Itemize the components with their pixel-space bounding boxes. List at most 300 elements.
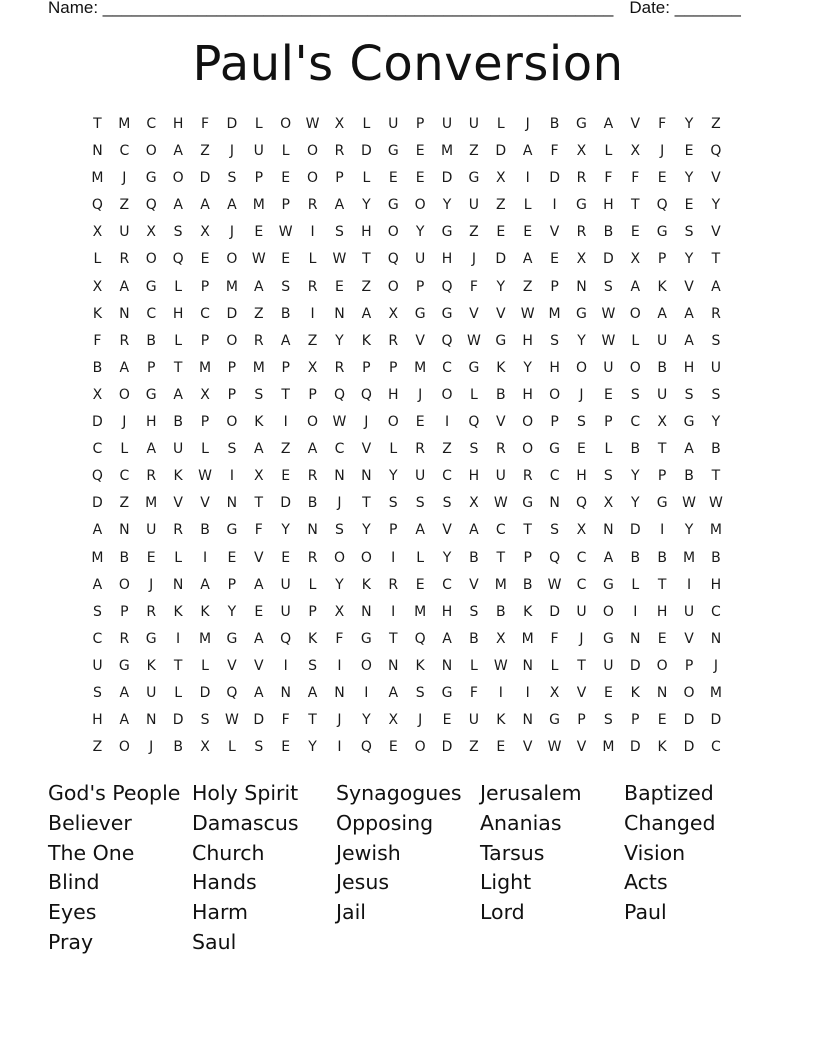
grid-letter: U	[441, 116, 453, 132]
grid-letter: N	[119, 522, 130, 539]
grid-letter: F	[658, 116, 667, 132]
grid-letter: U	[415, 251, 426, 268]
grid-letter: Q	[387, 251, 399, 268]
grid-letter: B	[711, 441, 721, 458]
grid-letter: E	[415, 143, 425, 160]
grid-letter: P	[281, 197, 290, 214]
grid-letter: W	[520, 305, 535, 322]
grid-letter: N	[307, 522, 318, 539]
grid-letter: A	[200, 576, 210, 593]
word-list-item: Acts	[624, 870, 668, 895]
grid-letter: K	[496, 712, 506, 729]
word-list	[48, 779, 768, 958]
grid-letter: K	[173, 468, 183, 485]
grid-letter: X	[334, 603, 345, 620]
grid-letter: K	[361, 332, 371, 349]
grid-letter: D	[92, 414, 103, 431]
grid-letter: J	[713, 657, 718, 674]
grid-letter: L	[201, 657, 209, 674]
grid-letter: O	[172, 170, 184, 187]
grid-letter: H	[92, 712, 103, 729]
grid-letter: L	[470, 657, 478, 674]
grid-letter: S	[93, 684, 102, 701]
grid-letter: I	[229, 468, 234, 485]
grid-letter: E	[281, 549, 291, 566]
grid-letter: R	[146, 468, 157, 485]
grid-letter: S	[711, 386, 721, 403]
word-list-item: Paul	[624, 900, 667, 925]
grid-letter: G	[656, 224, 668, 241]
grid-letter: B	[307, 495, 318, 512]
grid-letter: V	[522, 739, 533, 756]
grid-letter: A	[254, 630, 264, 647]
grid-letter: J	[337, 712, 342, 729]
grid-letter: D	[629, 657, 641, 674]
grid-letter: S	[335, 224, 344, 241]
grid-letter: S	[630, 386, 640, 403]
grid-letter: M	[494, 576, 507, 593]
grid-letter: C	[92, 441, 103, 458]
grid-letter: B	[469, 630, 479, 647]
grid-letter: H	[172, 116, 184, 132]
grid-letter: T	[254, 495, 264, 512]
grid-letter: E	[200, 251, 210, 268]
grid-letter: J	[525, 116, 530, 132]
grid-letter: I	[337, 739, 342, 756]
grid-letter: R	[253, 332, 264, 349]
grid-letter: V	[711, 170, 721, 187]
grid-letter: W	[493, 495, 508, 512]
grid-letter: H	[683, 359, 695, 376]
grid-letter: Q	[360, 739, 372, 756]
grid-letter: S	[603, 278, 613, 295]
grid-letter: E	[657, 712, 667, 729]
grid-letter: A	[254, 684, 264, 701]
grid-letter: L	[362, 170, 371, 187]
word-list-item: Baptized	[624, 781, 714, 805]
grid-letter: C	[576, 576, 587, 593]
grid-letter: I	[176, 630, 181, 647]
grid-letter: S	[684, 386, 694, 403]
grid-letter: G	[576, 116, 587, 132]
grid-letter: L	[174, 278, 183, 295]
name-field-label: Name: ______________________________________________________	[48, 0, 614, 17]
grid-letter: D	[92, 495, 103, 512]
grid-letter: Q	[172, 251, 184, 268]
grid-letter: C	[146, 116, 157, 132]
grid-letter: O	[307, 143, 319, 160]
grid-letter: M	[521, 630, 534, 647]
grid-letter: W	[547, 576, 562, 593]
grid-letter: T	[523, 522, 532, 539]
grid-letter: O	[602, 603, 614, 620]
grid-letter: J	[229, 143, 234, 160]
grid-letter: U	[576, 603, 587, 620]
grid-letter: V	[576, 684, 587, 701]
grid-letter: N	[656, 684, 668, 701]
grid-letter: C	[119, 143, 130, 160]
grid-letter: P	[550, 278, 559, 295]
grid-letter: V	[415, 332, 425, 349]
grid-letter: P	[200, 278, 210, 295]
grid-letter: U	[495, 468, 506, 485]
grid-letter: O	[280, 116, 292, 132]
grid-letter: T	[388, 630, 398, 647]
grid-letter: B	[280, 305, 291, 322]
grid-letter: L	[604, 143, 613, 160]
grid-letter: N	[334, 468, 345, 485]
word-list-item: Synagogues	[336, 781, 462, 805]
grid-letter: R	[388, 332, 399, 349]
grid-letter: O	[387, 278, 399, 295]
grid-letter: D	[226, 305, 238, 322]
word-list-item: Eyes	[48, 900, 97, 925]
grid-letter: D	[495, 143, 507, 160]
grid-letter: X	[657, 414, 667, 431]
grid-letter: R	[522, 468, 533, 485]
grid-letter: N	[92, 143, 103, 160]
grid-letter: U	[146, 522, 157, 539]
word-list-item: Jesus	[336, 870, 390, 895]
grid-letter: G	[549, 712, 561, 729]
grid-letter: H	[361, 224, 372, 241]
grid-letter: G	[118, 657, 130, 674]
grid-letter: P	[415, 278, 425, 295]
grid-letter: Z	[711, 116, 721, 132]
grid-letter: L	[604, 441, 613, 458]
grid-letter: K	[307, 630, 318, 647]
grid-letter: S	[415, 684, 425, 701]
grid-letter: I	[391, 549, 396, 566]
grid-letter: L	[201, 441, 209, 458]
grid-letter: O	[549, 386, 561, 403]
grid-letter: A	[361, 305, 372, 322]
grid-letter: G	[576, 197, 587, 214]
grid-letter: M	[118, 116, 131, 132]
grid-letter: S	[308, 657, 318, 674]
word-list-item: Jewish	[336, 840, 401, 865]
grid-letter: Q	[441, 332, 453, 349]
grid-letter: I	[525, 684, 530, 701]
grid-letter: J	[579, 630, 584, 647]
grid-letter: W	[278, 224, 293, 241]
grid-letter: I	[364, 684, 369, 701]
grid-letter: P	[389, 359, 398, 376]
grid-letter: I	[283, 657, 288, 674]
grid-letter: X	[92, 386, 103, 403]
grid-letter: X	[549, 684, 560, 701]
grid-letter: V	[496, 305, 506, 322]
word-list-item: Pray	[48, 929, 94, 954]
grid-letter: T	[362, 495, 371, 512]
grid-letter: V	[442, 522, 452, 539]
grid-letter: I	[202, 549, 208, 566]
grid-letter: Y	[577, 332, 586, 349]
grid-letter: R	[307, 468, 318, 485]
grid-letter: K	[657, 739, 667, 756]
grid-letter: C	[146, 305, 157, 322]
grid-letter: F	[469, 684, 478, 701]
grid-letter: O	[307, 414, 319, 431]
grid-letter: P	[227, 576, 237, 593]
grid-letter: C	[711, 739, 721, 756]
grid-letter: E	[227, 549, 237, 566]
grid-letter: G	[602, 630, 614, 647]
grid-letter: H	[710, 576, 722, 593]
grid-letter: J	[579, 386, 584, 403]
grid-letter: D	[549, 603, 560, 620]
grid-letter: A	[254, 278, 264, 295]
grid-letter: X	[334, 116, 345, 132]
grid-letter: Q	[656, 197, 668, 214]
grid-letter: D	[226, 116, 238, 132]
grid-letter: Z	[469, 143, 479, 160]
grid-letter: L	[470, 386, 478, 403]
grid-letter: X	[388, 712, 399, 729]
date-field-label: Date: _______	[629, 0, 741, 17]
grid-letter: Y	[281, 522, 290, 539]
grid-letter: K	[657, 278, 667, 295]
grid-letter: A	[307, 684, 318, 701]
grid-letter: N	[388, 657, 399, 674]
grid-letter: Y	[684, 116, 694, 132]
grid-letter: P	[631, 712, 640, 729]
grid-letter: S	[93, 603, 102, 620]
grid-letter: L	[631, 576, 640, 593]
grid-letter: K	[523, 603, 533, 620]
grid-letter: L	[496, 116, 505, 132]
grid-letter: X	[576, 522, 587, 539]
grid-letter: U	[603, 359, 614, 376]
grid-letter: E	[577, 441, 586, 458]
grid-letter: E	[254, 224, 264, 241]
word-list-item: Jail	[336, 900, 366, 925]
grid-letter: E	[415, 170, 425, 187]
grid-letter: G	[495, 332, 507, 349]
grid-letter: J	[418, 386, 423, 403]
grid-letter: N	[603, 522, 614, 539]
grid-letter: W	[332, 414, 347, 431]
grid-letter: Q	[414, 630, 426, 647]
grid-letter: U	[468, 116, 480, 132]
grid-letter: H	[172, 305, 184, 322]
letter-grid	[84, 111, 729, 761]
grid-letter: F	[200, 116, 210, 132]
grid-letter: A	[254, 441, 264, 458]
grid-letter: B	[711, 549, 721, 566]
grid-letter: M	[440, 143, 454, 160]
grid-letter: U	[92, 657, 103, 674]
grid-letter: F	[93, 332, 102, 349]
grid-letter: U	[415, 468, 426, 485]
grid-letter: U	[146, 684, 157, 701]
grid-letter: S	[227, 441, 237, 458]
grid-letter: Z	[119, 495, 130, 512]
grid-letter: O	[522, 441, 534, 458]
grid-letter: M	[414, 359, 427, 376]
grid-letter: B	[146, 332, 157, 349]
grid-letter: M	[682, 549, 696, 566]
grid-letter: L	[93, 251, 102, 268]
grid-letter: Y	[388, 468, 398, 485]
grid-letter: C	[334, 441, 345, 458]
grid-letter: E	[388, 739, 398, 756]
grid-letter: V	[711, 224, 721, 241]
grid-letter: X	[496, 170, 506, 187]
grid-letter: G	[576, 305, 587, 322]
grid-letter: H	[468, 468, 480, 485]
grid-letter: L	[254, 116, 263, 132]
grid-letter: D	[253, 712, 265, 729]
grid-letter: G	[468, 359, 480, 376]
grid-letter: V	[549, 224, 560, 241]
grid-letter: S	[550, 332, 560, 349]
grid-letter: E	[254, 603, 264, 620]
grid-letter: M	[91, 170, 104, 187]
grid-letter: G	[145, 278, 157, 295]
grid-letter: L	[227, 739, 236, 756]
grid-letter: K	[146, 657, 156, 674]
word-list-item: Church	[192, 840, 265, 865]
grid-letter: L	[281, 143, 290, 160]
grid-letter: Y	[684, 522, 694, 539]
grid-letter: B	[603, 224, 614, 241]
grid-letter: A	[684, 332, 694, 349]
grid-letter: I	[498, 684, 503, 701]
grid-letter: V	[469, 305, 479, 322]
grid-letter: V	[254, 549, 264, 566]
grid-letter: Y	[523, 359, 532, 376]
grid-letter: R	[334, 359, 345, 376]
grid-letter: L	[550, 657, 559, 674]
grid-letter: U	[657, 386, 668, 403]
grid-letter: U	[468, 197, 480, 214]
word-list-item: Damascus	[192, 810, 299, 835]
grid-letter: X	[630, 143, 641, 160]
grid-letter: T	[496, 549, 506, 566]
grid-letter: L	[174, 549, 183, 566]
grid-letter: D	[629, 522, 641, 539]
grid-letter: O	[226, 414, 238, 431]
grid-letter: E	[281, 170, 291, 187]
grid-letter: W	[251, 251, 266, 268]
grid-letter: Y	[308, 739, 317, 756]
grid-letter: C	[119, 468, 130, 485]
grid-letter: B	[496, 386, 506, 403]
grid-letter: T	[362, 251, 371, 268]
grid-letter: T	[93, 116, 102, 132]
grid-letter: N	[119, 305, 130, 322]
grid-letter: S	[388, 495, 398, 512]
grid-letter: S	[200, 712, 210, 729]
grid-letter: B	[200, 522, 210, 539]
grid-letter: S	[335, 522, 344, 539]
grid-letter: J	[660, 143, 665, 160]
grid-letter: W	[305, 116, 320, 132]
grid-letter: N	[361, 468, 372, 485]
grid-letter: O	[414, 739, 426, 756]
grid-letter: U	[603, 657, 614, 674]
grid-letter: H	[387, 386, 399, 403]
grid-letter: N	[361, 603, 372, 620]
grid-letter: B	[684, 468, 694, 485]
grid-letter: G	[441, 684, 453, 701]
grid-letter: O	[387, 224, 399, 241]
grid-letter: V	[227, 657, 237, 674]
grid-letter: Q	[360, 386, 372, 403]
grid-letter: A	[684, 305, 694, 322]
word-list-item: Saul	[192, 929, 237, 954]
grid-letter: K	[496, 359, 506, 376]
grid-letter: E	[523, 224, 533, 241]
grid-letter: O	[629, 305, 641, 322]
grid-letter: Y	[362, 712, 371, 729]
grid-letter: T	[173, 657, 183, 674]
grid-letter: V	[254, 657, 264, 674]
grid-letter: N	[522, 712, 533, 729]
grid-letter: T	[173, 359, 183, 376]
grid-letter: G	[549, 441, 561, 458]
grid-letter: X	[307, 359, 318, 376]
grid-letter: D	[199, 684, 211, 701]
grid-letter: O	[575, 359, 587, 376]
word-list-item: Tarsus	[480, 840, 545, 865]
grid-letter: E	[550, 251, 560, 268]
grid-letter: R	[146, 603, 157, 620]
grid-letter: Q	[145, 197, 157, 214]
grid-letter: S	[577, 414, 586, 431]
grid-letter: H	[441, 603, 453, 620]
grid-letter: F	[631, 170, 640, 187]
grid-letter: I	[525, 170, 530, 187]
grid-letter: D	[441, 739, 453, 756]
grid-letter: G	[387, 143, 399, 160]
grid-letter: S	[442, 495, 452, 512]
grid-letter: L	[416, 549, 425, 566]
grid-letter: U	[683, 603, 695, 620]
grid-letter: Y	[630, 495, 640, 512]
grid-letter: V	[496, 414, 506, 431]
grid-letter: A	[334, 197, 345, 214]
grid-letter: P	[415, 116, 425, 132]
grid-letter: A	[415, 522, 425, 539]
grid-letter: E	[415, 414, 425, 431]
grid-letter: Y	[711, 414, 721, 431]
word-list-item: Opposing	[336, 810, 434, 835]
word-list-item: Light	[480, 870, 532, 895]
grid-letter: X	[200, 224, 210, 241]
grid-letter: M	[198, 630, 212, 647]
grid-letter: O	[387, 414, 399, 431]
grid-letter: N	[334, 684, 345, 701]
grid-letter: R	[415, 441, 425, 458]
grid-letter: Y	[442, 197, 452, 214]
grid-letter: X	[146, 224, 157, 241]
grid-letter: Z	[253, 305, 264, 322]
grid-letter: X	[576, 251, 587, 268]
grid-letter: G	[683, 414, 695, 431]
grid-letter: H	[549, 359, 560, 376]
grid-letter: G	[522, 495, 534, 512]
grid-letter: O	[441, 386, 453, 403]
grid-letter: M	[91, 549, 104, 566]
grid-letter: R	[307, 197, 318, 214]
grid-letter: E	[657, 630, 667, 647]
grid-letter: R	[576, 224, 587, 241]
grid-letter: Z	[442, 441, 452, 458]
grid-letter: M	[252, 197, 265, 214]
grid-letter: Q	[468, 414, 480, 431]
